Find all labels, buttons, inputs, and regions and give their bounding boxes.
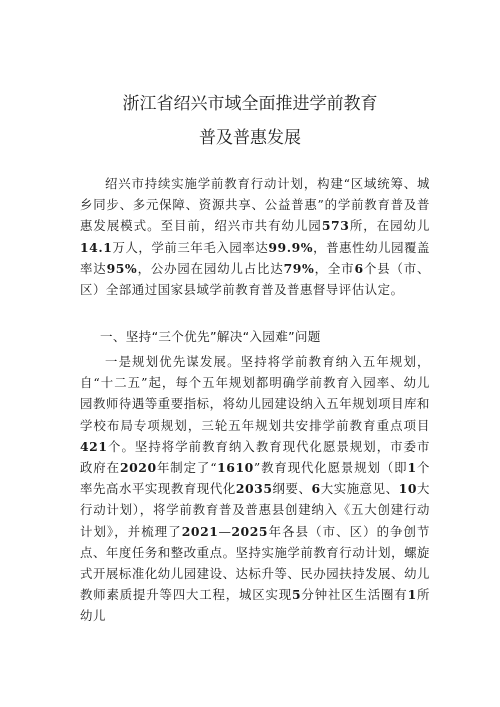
number: 14.1 bbox=[80, 239, 113, 255]
number: 5 bbox=[292, 587, 302, 603]
section-1-paragraph: 一是规划优先谋发展。坚持将学前教育纳入五年规划，自“十二五”起，每个五年规划都明确学前教育入园率、幼儿园教师待遇等重要指标，将幼儿园建设纳入五年规划项目库和学校布局专项规划，三轮五年规划共安排学前教育重点项目421个。坚持将学前教育纳入教育现代化愿景规划，市委市政府在2020年制定了“1610”教育现代化愿景规划（即1个率先高水平实现教育现代化2035纲要、6大实施意见、10大行动计划），将学前教育普及普惠县创建纳入《五大创建行动计划》，并梳理了2021—2025年各县（市、区）的争创节点、年度任务和整改重点。坚持实施学前教育行动计划，螺旋式开展标准化幼儿园建设、达标升等、民办园扶持发展、幼儿教师素质提升等四大工程，城区实现5分钟社区生活圈有1所幼儿 bbox=[80, 354, 430, 624]
number: 6 bbox=[311, 481, 321, 497]
number: 1 bbox=[407, 460, 417, 476]
number: 10 bbox=[398, 481, 417, 497]
number: 421 bbox=[80, 438, 108, 454]
number: 1 bbox=[407, 587, 417, 603]
number: 573 bbox=[321, 218, 350, 234]
number: 6 bbox=[354, 260, 364, 276]
document-title-line-2: 普及普惠发展 bbox=[199, 128, 301, 148]
number: 2035 bbox=[235, 481, 273, 497]
document-title-line-1: 浙江省绍兴市域全面推进学前教育 bbox=[122, 94, 378, 114]
number: 95% bbox=[106, 260, 138, 276]
number: 79% bbox=[283, 260, 315, 276]
number: 99.9% bbox=[268, 239, 314, 255]
intro-paragraph: 绍兴市持续实施学前教育行动计划，构建“区域统筹、城乡同步、多元保障、资源共享、公益普惠”的学前教育普及普惠发展模式。至目前，绍兴市共有幼儿园573所，在园幼儿14.1万人，学前三年毛入园率达99.9%，普惠性幼儿园覆盖率达95%，公办园在园幼儿占比达79%，全市6个县（市、区）全部通过国家县域学前教育普及普惠督导评估认定。 bbox=[80, 176, 431, 298]
number: 2021 bbox=[181, 523, 219, 539]
number: 1610 bbox=[217, 460, 254, 476]
section-1-heading: 一、坚持“三个优先”解决“入园难”问题 bbox=[100, 329, 321, 344]
number: 2025 bbox=[231, 523, 269, 539]
number: 2020 bbox=[119, 460, 157, 476]
